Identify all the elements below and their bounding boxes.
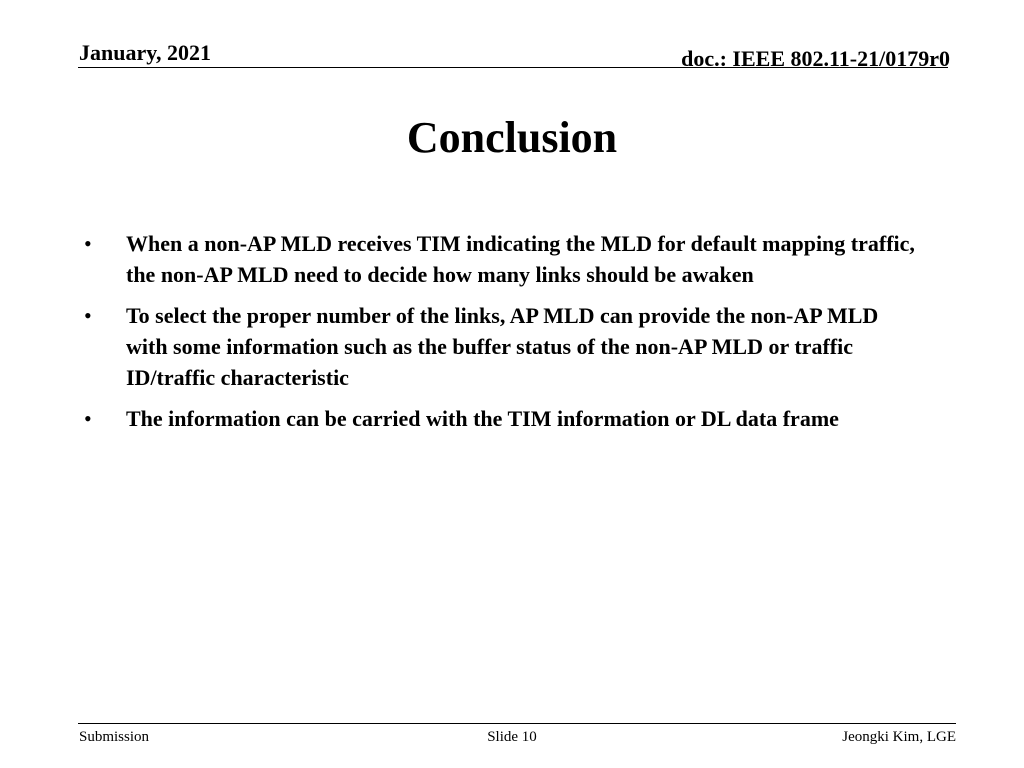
header-date: January, 2021 bbox=[79, 40, 212, 65]
header-doc-id: doc.: IEEE 802.11-21/0179r0 bbox=[681, 46, 950, 71]
footer-divider bbox=[78, 723, 956, 724]
header-divider bbox=[78, 67, 948, 68]
bullet-item bbox=[84, 228, 924, 290]
bullet-icon: • bbox=[84, 231, 92, 256]
bullet-text: The information can be carried with the TIM information or DL data frame bbox=[126, 406, 839, 431]
slide-title: Conclusion bbox=[406, 113, 618, 162]
footer-submission: Submission bbox=[79, 729, 150, 745]
bullet-icon: • bbox=[84, 303, 92, 328]
bullet-text: When a non-AP MLD receives TIM indicating the MLD for default mapping traffic, the non-AP MLD need to decide how many links should be awaken bbox=[126, 231, 915, 287]
footer-slide-number: Slide 10 bbox=[487, 729, 537, 745]
bullet-list bbox=[84, 228, 924, 444]
bullet-item bbox=[84, 300, 924, 393]
bullet-item bbox=[84, 403, 924, 434]
bullet-icon: • bbox=[84, 406, 92, 431]
footer-author: Jeongki Kim, LGE bbox=[842, 729, 956, 745]
bullet-text: To select the proper number of the links, AP MLD can provide the non-AP MLD with some information such as the buffer status of the non-AP MLD or traffic ID/traffic characteristic bbox=[126, 303, 879, 390]
